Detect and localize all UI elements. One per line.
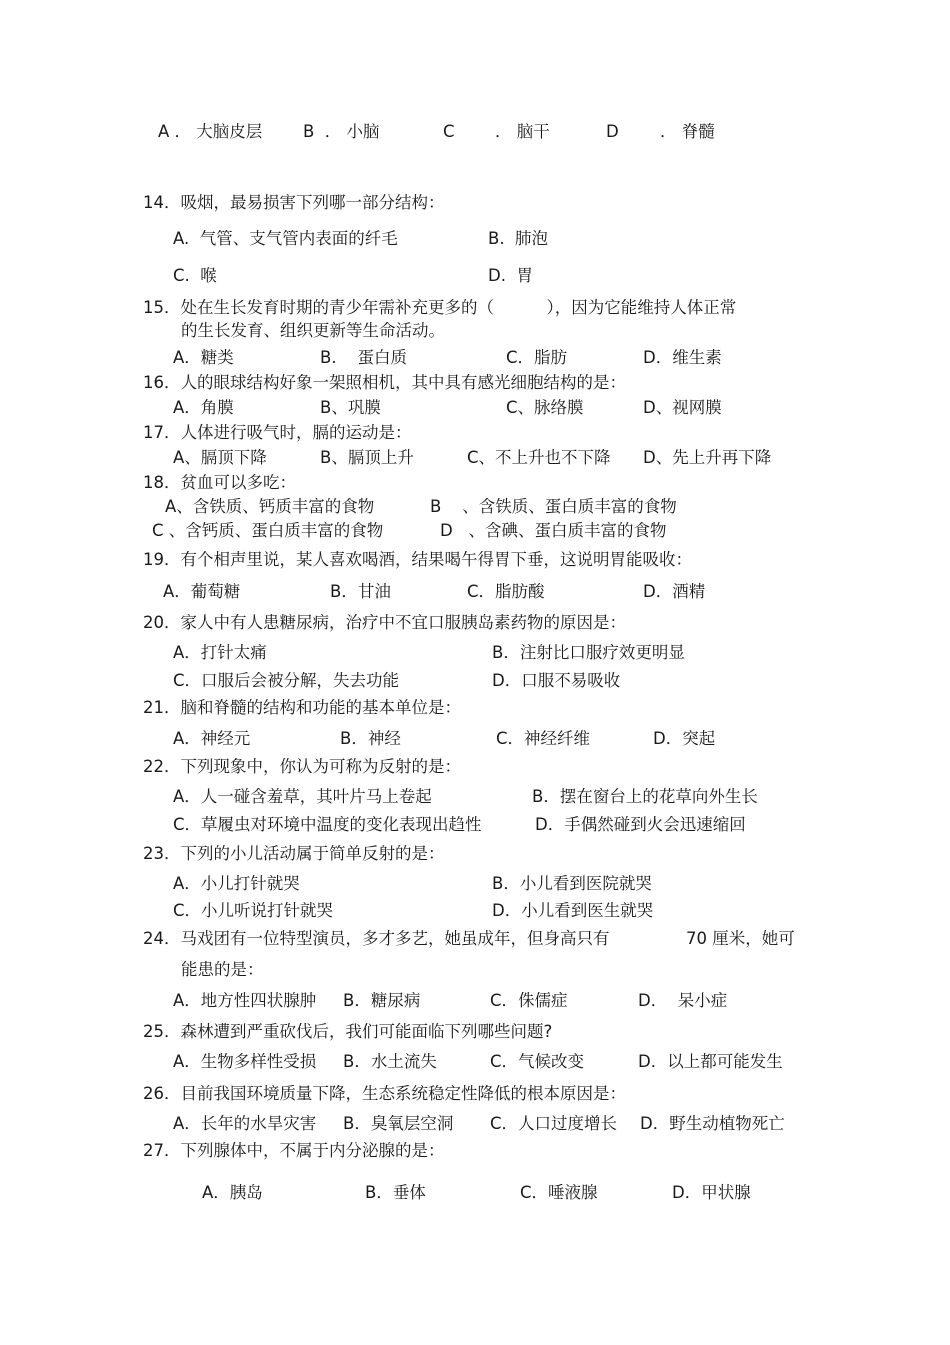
question-text: 14．吸烟，最易损害下列哪一部分结构： [143,193,445,212]
option-text: C．口服后会被分解，失去功能 [173,671,400,690]
option-text: C．人口过度增长 [490,1114,618,1133]
option-text: D、先上升再下降 [643,448,772,467]
option-text: B、巩膜 [320,398,381,417]
option-text: B. 肺泡 [488,229,549,248]
question-text: 16．人的眼球结构好象一架照相机，其中具有感光细胞结构的是： [143,373,626,392]
option-text: C．侏儒症 [490,991,568,1010]
option-text: B．水土流失 [343,1052,437,1071]
question-text: 15．处在生长发育时期的青少年需补充更多的（ ），因为它能维持人体正常 [143,298,737,317]
question-text: 19．有个相声里说，某人喜欢喝酒，结果喝午得胃下垂，这说明胃能吸收： [143,550,692,569]
option-text: C．脂肪酸 [467,582,545,601]
option-text: A．打针太痛 [173,643,267,662]
option-text: D. 胃 [488,266,533,285]
option-text: C．唾液腺 [520,1183,598,1202]
option-text: C [443,122,455,141]
option-text: C、脉络膜 [506,398,584,417]
option-text: A、含铁质、钙质丰富的食物 [165,497,375,516]
option-text: D．突起 [653,729,716,748]
option-text: D．维生素 [643,348,722,367]
question-text: 70 厘米，她可 [686,929,795,948]
option-text: D．以上都可能发生 [638,1052,783,1071]
question-text: 的生长发育、组织更新等生命活动。 [181,321,445,340]
option-text: C．小儿听说打针就哭 [173,901,334,920]
option-text: D．小儿看到医生就哭 [492,901,654,920]
option-text: A．小儿打针就哭 [173,874,300,893]
option-text: B．垂体 [365,1183,426,1202]
option-text: B．糖尿病 [343,991,421,1010]
option-text: B．小儿看到医院就哭 [492,874,652,893]
option-text: B 、含铁质、蛋白质丰富的食物 [430,497,677,516]
question-text: 21．脑和脊髓的结构和功能的基本单位是： [143,698,461,717]
option-text: A．长年的水旱灾害 [173,1114,317,1133]
question-text: 24．马戏团有一位特型演员，多才多艺，她虽成年，但身高只有 [143,929,610,948]
option-text: ． 脑干 [495,122,550,141]
option-text: D．手偶然碰到火会迅速缩回 [535,815,746,834]
question-text: 23．下列的小儿活动属于简单反射的是： [143,844,445,863]
option-text: A．神经元 [173,729,251,748]
option-text: B. 蛋白质 [320,348,408,367]
question-text: 能患的是： [181,960,264,979]
option-text: C 、含钙质、蛋白质丰富的食物 [152,521,384,540]
option-text: B、膈顶上升 [320,448,414,467]
option-text: D． 呆小症 [638,991,728,1010]
option-text: A．生物多样性受损 [173,1052,317,1071]
option-text: D．酒精 [643,582,706,601]
option-text: C．气候改变 [490,1052,585,1071]
option-text: C．脂肪 [506,348,568,367]
question-text: 25．森林遭到严重砍伐后，我们可能面临下列哪些问题? [143,1022,553,1041]
option-text: A．糖类 [173,348,234,367]
option-text: A．胰岛 [202,1183,263,1202]
option-text: C．神经纤维 [496,729,591,748]
option-text: A．角膜 [173,398,234,417]
option-text: A．葡萄糖 [163,582,241,601]
option-text: A. 气管、支气管内表面的纤毛 [173,229,398,248]
option-text: B．臭氧层空洞 [343,1114,454,1133]
option-text: B．注射比口服疗效更明显 [492,643,685,662]
option-text: B．甘油 [330,582,391,601]
option-text: C、不上升也不下降 [467,448,611,467]
option-text: D 、含碘、蛋白质丰富的食物 [440,521,667,540]
option-text: A ． 大脑皮层 [158,122,263,141]
question-text: 18．贫血可以多吃： [143,473,296,492]
option-text: A．人一碰含羞草，其叶片马上卷起 [173,787,432,806]
question-text: 20．家人中有人患糖尿病，治疗中不宜口服胰岛素药物的原因是： [143,613,626,632]
option-text: D．口服不易吸收 [492,671,621,690]
option-text: B．神经 [340,729,401,748]
option-text: D．甲状腺 [672,1183,751,1202]
option-text: C．草履虫对环境中温度的变化表现出趋性 [173,815,482,834]
question-text: 17．人体进行吸气时，膈的运动是： [143,423,412,442]
option-text: C. 喉 [173,266,217,285]
question-text: 27．下列腺体中，不属于内分泌腺的是： [143,1141,445,1160]
option-text: D、视网膜 [643,398,722,417]
question-text: 26．目前我国环境质量下降，生态系统稳定性降低的根本原因是： [143,1084,626,1103]
option-text: D．野生动植物死亡 [640,1114,785,1133]
option-text: B．摆在窗台上的花草向外生长 [532,787,758,806]
option-text: A．地方性四状腺肿 [173,991,317,1010]
option-text: B ． 小脑 [303,122,380,141]
option-text: D [606,122,619,141]
option-text: A、膈顶下降 [173,448,267,467]
question-text: 22．下列现象中，你认为可称为反射的是： [143,757,461,776]
option-text: ． 脊髓 [660,122,715,141]
